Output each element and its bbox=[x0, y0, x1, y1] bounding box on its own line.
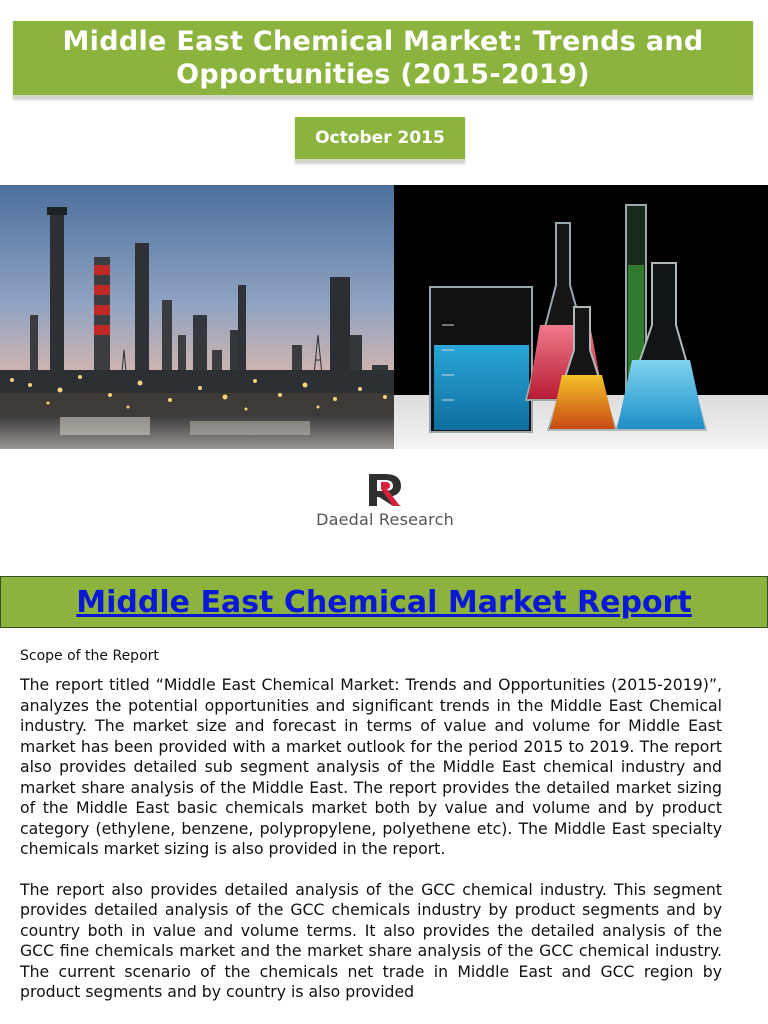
scope-heading: Scope of the Report bbox=[20, 648, 159, 664]
report-heading-link[interactable]: Middle East Chemical Market Report bbox=[76, 584, 692, 620]
title-banner bbox=[13, 21, 753, 98]
title-line-1: Middle East Chemical Market: Trends and bbox=[62, 26, 704, 57]
publication-date-badge: October 2015 bbox=[295, 117, 465, 162]
refinery-photo bbox=[0, 185, 394, 449]
report-title bbox=[62, 25, 703, 91]
report-body bbox=[20, 648, 722, 1003]
paragraph-1: The report titled “Middle East Chemical Market: Trends and Opportunities (2015-2019)”, analyzes the potential opportunities and significant trends in the Middle East Chemical industry. The market size and forecast in terms of value and volume for Middle East market has been provided with a market outlook for the period 2015 to 2019. The report also provides detailed sub segment analysis of the Middle East chemical industry and market share analysis of the Middle East. The report provides the detailed market sizing of the Middle East basic chemicals market both by value and volume and by product category (ethylene, benzene, polypropylene, polyethene etc). The Middle East specialty chemicals market sizing is also provided in the report. bbox=[20, 675, 722, 858]
lab-flasks-photo bbox=[394, 185, 768, 449]
logo-text: Daedal Research bbox=[316, 510, 454, 529]
paragraph-2: The report also provides detailed analysis of the GCC chemical industry. This segment provides detailed analysis of the GCC chemicals industry by product segments and by country both in value and volume terms. It also provides the detailed analysis of the GCC fine chemicals market and the market share analysis of the GCC chemical industry. The current scenario of the chemicals net trade in Middle East and GCC region by product segments and by country is also provided bbox=[20, 879, 722, 1001]
daedal-logo-mark bbox=[367, 472, 405, 508]
daedal-research-logo bbox=[300, 470, 470, 532]
report-heading-bar bbox=[0, 576, 768, 628]
title-line-2: Opportunities (2015-2019) bbox=[176, 59, 590, 90]
